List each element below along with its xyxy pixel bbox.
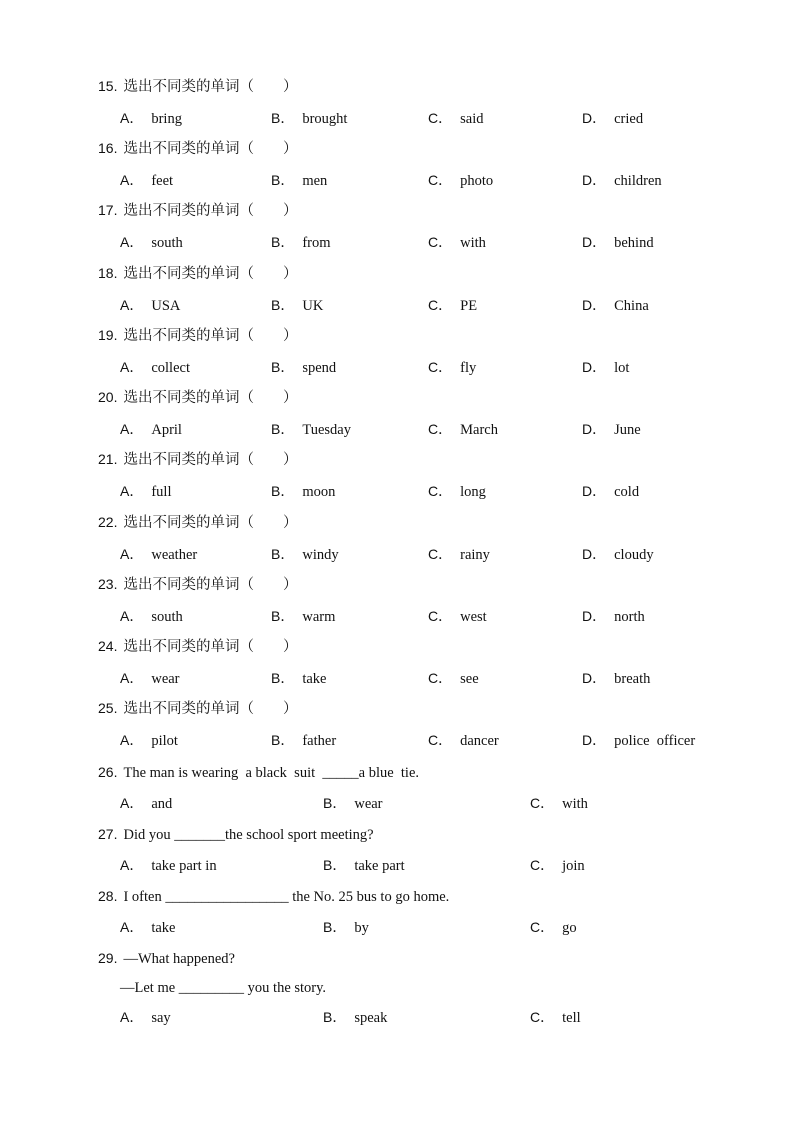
question-number: 25. — [98, 700, 118, 716]
option-letter: C． — [530, 857, 555, 873]
question-24 — [98, 636, 297, 657]
option-letter: A． — [120, 483, 144, 499]
option-letter: D． — [582, 546, 607, 562]
option-a — [120, 108, 182, 129]
option-text: collect — [151, 360, 190, 376]
option-d — [582, 730, 695, 751]
option-c — [428, 170, 493, 191]
question-17 — [98, 200, 297, 221]
question-29-dialogue-line: —Let me _________ you the story. — [120, 980, 327, 996]
option-d — [582, 108, 643, 129]
option-b — [271, 295, 323, 316]
option-text: take — [302, 671, 327, 687]
option-c — [530, 917, 577, 938]
option-letter: B． — [271, 234, 295, 250]
option-letter: A． — [120, 732, 144, 748]
option-b — [271, 730, 336, 751]
option-letter: B． — [323, 1009, 347, 1025]
option-d — [582, 668, 650, 689]
option-text: children — [614, 173, 662, 189]
option-b — [271, 481, 335, 502]
option-letter: C． — [428, 421, 453, 437]
option-letter: D． — [582, 670, 607, 686]
question-stem: 选出不同类的单词（ ） — [123, 266, 298, 282]
question-number: 22. — [98, 514, 118, 530]
option-letter: C． — [530, 795, 555, 811]
option-text: PE — [460, 298, 478, 314]
question-stem: The man is wearing a black suit _____a blue tie. — [123, 765, 420, 781]
option-letter: D． — [582, 732, 607, 748]
option-letter: B． — [323, 857, 347, 873]
option-letter: B． — [271, 483, 295, 499]
option-b — [323, 1007, 387, 1028]
option-text: said — [460, 111, 484, 127]
option-text: say — [151, 1010, 171, 1026]
option-letter: A． — [120, 857, 144, 873]
option-text: father — [302, 733, 337, 749]
option-text: feet — [151, 173, 174, 189]
option-d — [582, 419, 641, 440]
question-stem: 选出不同类的单词（ ） — [123, 328, 298, 344]
option-text: spend — [302, 360, 337, 376]
option-text: warm — [302, 609, 336, 625]
option-b — [271, 606, 335, 627]
question-stem: —What happened? — [123, 951, 235, 967]
option-a — [120, 481, 171, 502]
option-c — [530, 1007, 581, 1028]
option-letter: D． — [582, 110, 607, 126]
option-d — [582, 295, 649, 316]
question-number: 29. — [98, 950, 118, 966]
question-stem: 选出不同类的单词（ ） — [123, 639, 298, 655]
option-text: take part — [354, 858, 405, 874]
option-letter: D． — [582, 359, 607, 375]
question-28 — [98, 886, 449, 907]
question-stem: I often _________________ the No. 25 bus to go home. — [123, 889, 450, 905]
option-d — [582, 481, 639, 502]
option-letter: D． — [582, 172, 607, 188]
option-b — [271, 232, 331, 253]
question-number: 21. — [98, 451, 118, 467]
option-letter: B． — [271, 546, 295, 562]
option-c — [530, 855, 585, 876]
option-letter: B． — [271, 359, 295, 375]
option-letter: A． — [120, 608, 144, 624]
question-stem: Did you _______the school sport meeting? — [123, 827, 374, 843]
option-text: April — [151, 422, 182, 438]
option-d — [582, 544, 654, 565]
question-number: 19. — [98, 327, 118, 343]
question-22 — [98, 512, 297, 533]
question-stem: 选出不同类的单词（ ） — [123, 701, 298, 717]
question-number: 20. — [98, 389, 118, 405]
option-a — [120, 419, 182, 440]
option-text: west — [460, 609, 487, 625]
option-text: windy — [302, 547, 339, 563]
option-text: cold — [614, 484, 640, 500]
option-text: go — [562, 920, 577, 936]
option-text: breath — [614, 671, 651, 687]
option-a — [120, 544, 197, 565]
option-a — [120, 917, 176, 938]
option-text: long — [460, 484, 486, 500]
option-text: cloudy — [614, 547, 654, 563]
option-letter: B． — [271, 670, 295, 686]
option-c — [530, 793, 588, 814]
option-c — [428, 232, 486, 253]
option-c — [428, 544, 490, 565]
option-letter: A． — [120, 110, 144, 126]
question-number: 23. — [98, 576, 118, 592]
option-d — [582, 232, 654, 253]
option-letter: C． — [428, 546, 453, 562]
option-text: police officer — [614, 733, 696, 749]
option-a — [120, 295, 180, 316]
option-letter: B． — [271, 732, 295, 748]
option-text: brought — [302, 111, 348, 127]
option-letter: D． — [582, 297, 607, 313]
option-text: join — [562, 858, 585, 874]
option-c — [428, 419, 498, 440]
option-a — [120, 170, 173, 191]
option-letter: A． — [120, 421, 144, 437]
option-letter: A． — [120, 670, 144, 686]
option-text: with — [562, 796, 588, 812]
option-letter: B． — [271, 608, 295, 624]
option-c — [428, 108, 483, 129]
option-letter: C． — [530, 919, 555, 935]
option-letter: A． — [120, 795, 144, 811]
option-a — [120, 1007, 171, 1028]
option-a — [120, 855, 217, 876]
option-letter: C． — [428, 172, 453, 188]
question-19 — [98, 325, 297, 346]
option-letter: D． — [582, 483, 607, 499]
option-text: by — [354, 920, 369, 936]
option-b — [271, 544, 339, 565]
option-b — [323, 793, 383, 814]
option-letter: B． — [323, 795, 347, 811]
option-letter: A． — [120, 919, 144, 935]
option-text: weather — [151, 547, 198, 563]
option-text: cried — [614, 111, 644, 127]
question-stem: 选出不同类的单词（ ） — [123, 79, 298, 95]
question-number: 16. — [98, 140, 118, 156]
option-letter: D． — [582, 608, 607, 624]
option-text: lot — [614, 360, 630, 376]
question-25 — [98, 698, 297, 719]
option-text: China — [614, 298, 649, 314]
option-letter: A． — [120, 297, 144, 313]
option-text: from — [302, 235, 331, 251]
option-d — [582, 606, 645, 627]
option-a — [120, 668, 180, 689]
question-16 — [98, 138, 297, 159]
option-b — [271, 108, 347, 129]
option-d — [582, 357, 629, 378]
option-c — [428, 730, 499, 751]
option-c — [428, 481, 486, 502]
option-text: take part in — [151, 858, 217, 874]
option-b — [323, 855, 405, 876]
option-text: men — [302, 173, 328, 189]
question-18 — [98, 263, 297, 284]
option-letter: D． — [582, 234, 607, 250]
option-text: wear — [151, 671, 180, 687]
option-text: USA — [151, 298, 181, 314]
option-c — [428, 606, 487, 627]
option-letter: C． — [428, 732, 453, 748]
option-a — [120, 357, 190, 378]
option-letter: A． — [120, 546, 144, 562]
option-letter: C． — [428, 670, 453, 686]
option-letter: B． — [271, 172, 295, 188]
option-text: dancer — [460, 733, 499, 749]
option-b — [271, 419, 351, 440]
question-27 — [98, 824, 374, 845]
option-letter: C． — [428, 297, 453, 313]
option-letter: B． — [271, 297, 295, 313]
option-text: south — [151, 235, 183, 251]
question-stem: 选出不同类的单词（ ） — [123, 203, 298, 219]
option-b — [271, 357, 336, 378]
option-b — [271, 170, 327, 191]
option-text: June — [614, 422, 641, 438]
option-c — [428, 357, 476, 378]
question-stem: 选出不同类的单词（ ） — [123, 141, 298, 157]
question-number: 26. — [98, 764, 118, 780]
option-text: March — [460, 422, 498, 438]
option-a — [120, 232, 183, 253]
option-letter: A． — [120, 234, 144, 250]
option-text: tell — [562, 1010, 581, 1026]
option-text: see — [460, 671, 479, 687]
option-letter: B． — [323, 919, 347, 935]
option-text: Tuesday — [302, 422, 351, 438]
option-text: north — [614, 609, 645, 625]
option-d — [582, 170, 662, 191]
option-text: take — [151, 920, 176, 936]
option-c — [428, 295, 477, 316]
option-text: behind — [614, 235, 654, 251]
option-text: fly — [460, 360, 477, 376]
option-text: moon — [302, 484, 336, 500]
option-letter: C． — [428, 483, 453, 499]
option-a — [120, 606, 183, 627]
option-letter: A． — [120, 359, 144, 375]
question-stem: 选出不同类的单词（ ） — [123, 390, 298, 406]
option-c — [428, 668, 479, 689]
option-b — [271, 668, 327, 689]
option-b — [323, 917, 369, 938]
question-number: 15. — [98, 78, 118, 94]
option-text: bring — [151, 111, 182, 127]
question-20 — [98, 387, 297, 408]
option-letter: C． — [428, 110, 453, 126]
option-letter: A． — [120, 1009, 144, 1025]
option-text: speak — [354, 1010, 388, 1026]
option-text: pilot — [151, 733, 178, 749]
question-29 — [98, 948, 235, 969]
option-letter: C． — [428, 608, 453, 624]
question-stem: 选出不同类的单词（ ） — [123, 452, 298, 468]
question-number: 28. — [98, 888, 118, 904]
option-text: south — [151, 609, 183, 625]
option-text: full — [151, 484, 172, 500]
question-23 — [98, 574, 297, 595]
option-text: wear — [354, 796, 383, 812]
option-letter: C． — [428, 234, 453, 250]
question-number: 27. — [98, 826, 118, 842]
option-a — [120, 793, 172, 814]
option-text: photo — [460, 173, 494, 189]
question-stem: 选出不同类的单词（ ） — [123, 515, 298, 531]
option-text: with — [460, 235, 486, 251]
question-21 — [98, 449, 297, 470]
option-letter: C． — [428, 359, 453, 375]
question-15 — [98, 76, 297, 97]
question-stem: 选出不同类的单词（ ） — [123, 577, 298, 593]
question-number: 17. — [98, 202, 118, 218]
option-text: UK — [302, 298, 324, 314]
option-letter: A． — [120, 172, 144, 188]
question-number: 18. — [98, 265, 118, 281]
option-letter: C． — [530, 1009, 555, 1025]
option-letter: D． — [582, 421, 607, 437]
option-letter: B． — [271, 110, 295, 126]
option-letter: B． — [271, 421, 295, 437]
question-number: 24. — [98, 638, 118, 654]
question-26 — [98, 762, 419, 783]
option-text: rainy — [460, 547, 490, 563]
option-text: and — [151, 796, 173, 812]
option-a — [120, 730, 178, 751]
